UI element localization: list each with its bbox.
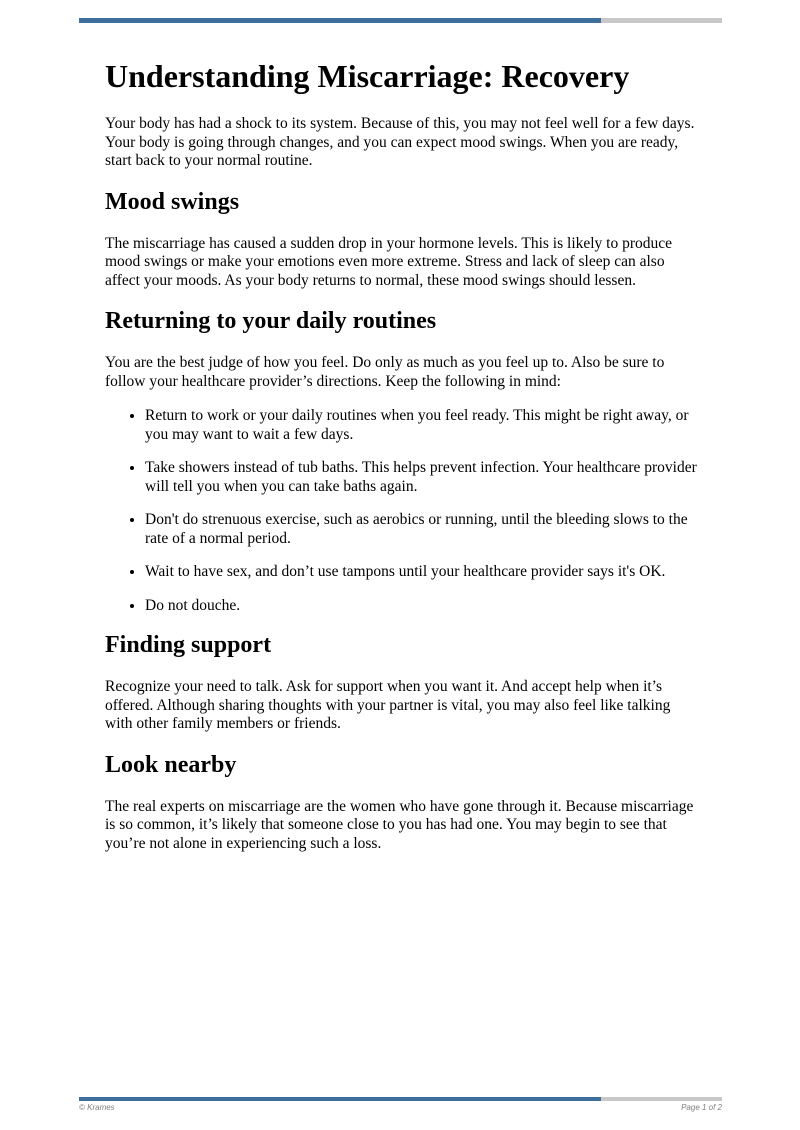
list-item: • Do not douche. (145, 597, 700, 616)
footer-rule (79, 1097, 722, 1101)
section-paragraph-finding-support: Recognize your need to talk. Ask for support when you want it. And accept help when it’s offered. Although sharing thoughts with your partner is vital, you may also feel like talking with other family members or friends. (105, 678, 671, 732)
page-title: Understanding Miscarriage: Recovery (105, 58, 630, 94)
header-rule-accent (79, 18, 601, 23)
daily-routines-list (105, 407, 700, 615)
footer-copyright: © Krames (79, 1103, 115, 1112)
section-heading-finding-support: Finding support (105, 632, 272, 658)
footer-page-number: Page 1 of 2 (681, 1103, 722, 1112)
document-body (105, 56, 700, 869)
list-item: • Don't do strenuous exercise, such as aerobics or running, until the bleeding slows to the rate of a normal period. (145, 511, 700, 548)
list-item: • Wait to have sex, and don’t use tampons until your healthcare provider says it's OK. (145, 563, 700, 582)
section-paragraph-mood-swings: The miscarriage has caused a sudden drop in your hormone levels. This is likely to produce mood swings or make your emotions even more extreme. Stress and lack of sleep can also affect your moods. As your body returns to normal, these mood swings should lessen. (105, 234, 673, 289)
section-paragraph-look-nearby: The real experts on miscarriage are the women who have gone through it. Because miscarriage is so common, it’s likely that someone close to you has had one. You may begin to see that you’re not alone in experiencing such a loss. (105, 797, 694, 852)
section-paragraph-daily-routines: You are the best judge of how you feel. Do only as much as you feel up to. Also be sure to follow your healthcare provider’s directions. Keep the following in mind: (105, 354, 665, 390)
section-heading-look-nearby: Look nearby (105, 751, 237, 778)
section-heading-daily-routines: Returning to your daily routines (105, 308, 437, 334)
header-rule (79, 18, 722, 23)
list-item: • Return to work or your daily routines when you feel ready. This might be right away, or you may want to wait a few days. (145, 407, 700, 444)
section-heading-mood-swings: Mood swings (105, 188, 240, 215)
footer-rule-accent (79, 1097, 601, 1101)
intro-paragraph: Your body has had a shock to its system. Because of this, you may not feel well for a few days. Your body is going through changes, and you can expect mood swings. When you are ready, start back to your normal routine. (105, 115, 695, 169)
list-item: • Take showers instead of tub baths. This helps prevent infection. Your healthcare provider will tell you when you can take baths again. (145, 459, 700, 496)
